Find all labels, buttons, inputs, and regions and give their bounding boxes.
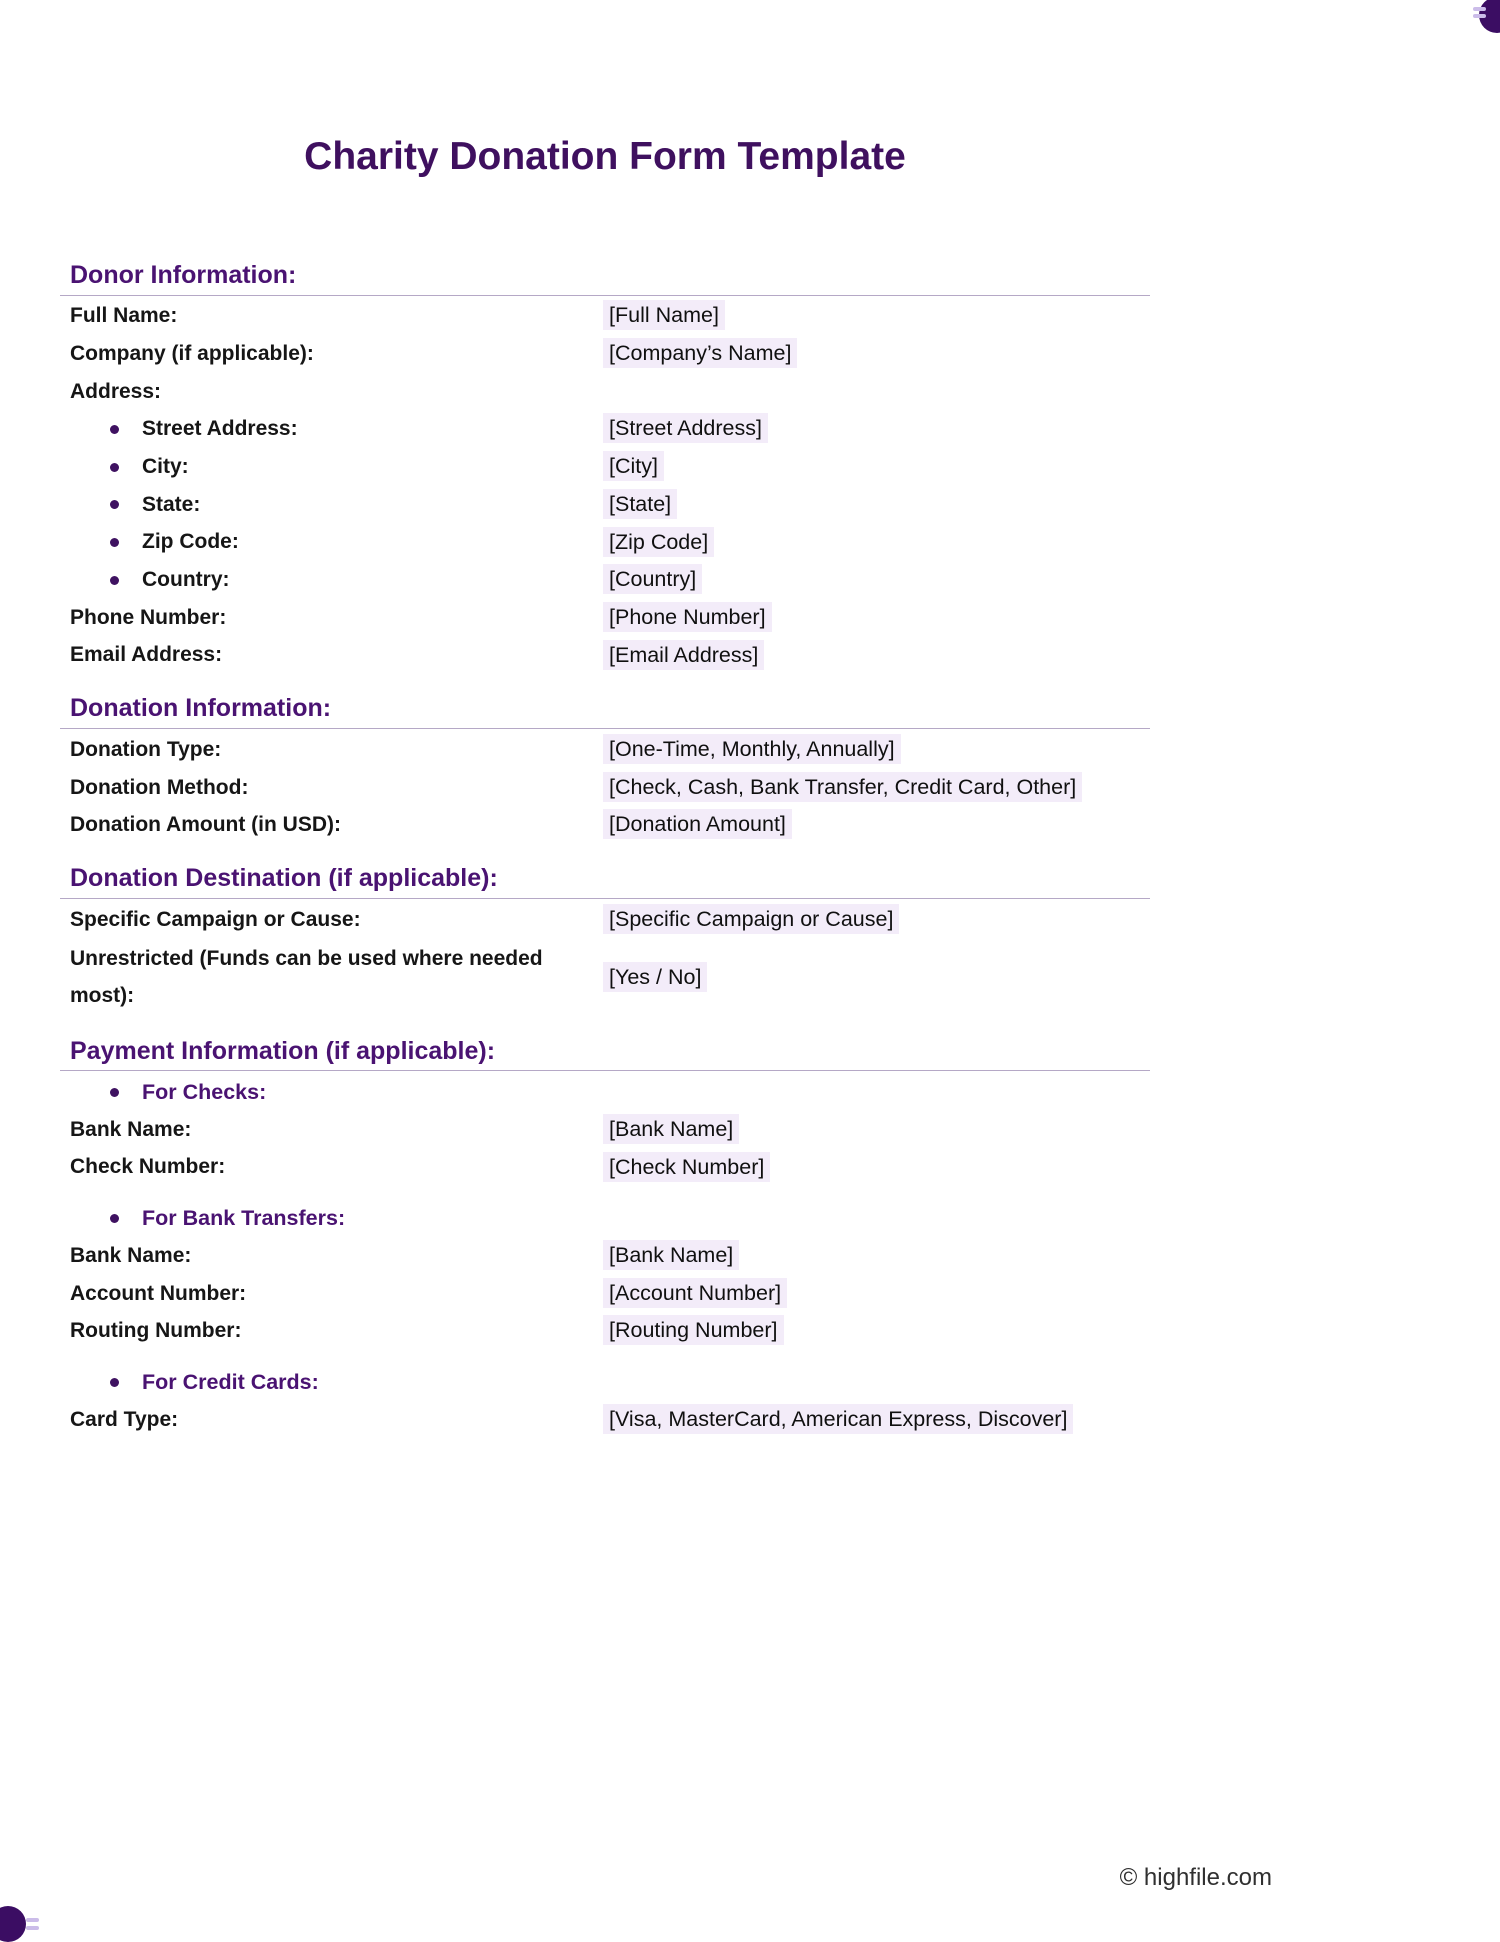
field-value-cell: [603, 1280, 1150, 1308]
bullet-icon: [110, 425, 119, 434]
bullet-subheading: [60, 1363, 1150, 1401]
bullet-icon: [110, 576, 119, 585]
field-value: [Full Name]: [603, 300, 725, 330]
field-value-cell: [603, 1154, 1150, 1182]
bullet-subheading: [60, 1199, 1150, 1237]
field-label-cell: [70, 415, 603, 443]
field-label-cell: [70, 941, 603, 1015]
section: [60, 261, 1150, 675]
section-heading: Donation Information:: [70, 694, 332, 723]
section-heading: Donor Information:: [70, 260, 297, 289]
field-row: [60, 1149, 1150, 1187]
bullet-icon: [110, 538, 119, 547]
field-value-cell: [603, 811, 1150, 839]
bullet-subheading: [60, 1073, 1150, 1111]
field-value-cell: [603, 453, 1150, 481]
brand-dot-icon: [0, 1906, 26, 1942]
section-rows: [60, 1073, 1150, 1438]
field-label-cell: [70, 1406, 603, 1434]
field-row: [60, 335, 1150, 373]
field-row: [60, 448, 1150, 486]
subheading-label: For Credit Cards:: [142, 1369, 319, 1394]
field-row: [60, 298, 1150, 336]
field-row: [60, 486, 1150, 524]
brand-dash-icon: [1473, 14, 1486, 18]
field-row: [60, 1275, 1150, 1313]
field-value-cell: [603, 340, 1150, 368]
field-value-cell: [603, 415, 1150, 443]
field-value: [Visa, MasterCard, American Express, Discover]: [603, 1404, 1073, 1434]
field-label: Phone Number:: [70, 605, 227, 629]
subheading-label: For Checks:: [142, 1079, 267, 1104]
field-value: [One-Time, Monthly, Annually]: [603, 734, 901, 764]
field-value: [Bank Name]: [603, 1114, 739, 1144]
field-value: [Donation Amount]: [603, 809, 792, 839]
field-label: Donation Amount (in USD):: [70, 813, 342, 837]
field-value-cell: [603, 1116, 1150, 1144]
section-divider: [60, 295, 1150, 296]
field-value: [Country]: [603, 564, 702, 594]
field-label: Unrestricted (Funds can be used where needed most):: [70, 946, 543, 1007]
bullet-icon: [110, 500, 119, 509]
field-value-cell: [603, 491, 1150, 519]
field-label-cell: [70, 378, 603, 406]
field-value-cell: [603, 566, 1150, 594]
field-label-cell: [70, 1116, 603, 1144]
field-row: [60, 1111, 1150, 1149]
field-value: [City]: [603, 451, 664, 481]
field-value-cell: [603, 302, 1150, 330]
field-value-cell: [603, 642, 1150, 670]
field-label: Bank Name:: [70, 1117, 192, 1141]
field-value-cell: [603, 1406, 1150, 1434]
field-value-cell: [603, 529, 1150, 557]
field-label: Card Type:: [70, 1407, 179, 1431]
field-row: [60, 524, 1150, 562]
brand-dash-icon: [26, 1926, 39, 1930]
field-label: Donation Method:: [70, 775, 249, 799]
field-label-cell: [70, 1242, 603, 1270]
section: [60, 1037, 1150, 1439]
section-heading: Payment Information (if applicable):: [70, 1036, 496, 1065]
field-row: [60, 561, 1150, 599]
field-label: Check Number:: [70, 1155, 226, 1179]
footer-copyright: © highfile.com: [1119, 1864, 1272, 1891]
field-label: Account Number:: [70, 1281, 247, 1305]
field-row: [60, 637, 1150, 675]
field-value: [Specific Campaign or Cause]: [603, 904, 899, 934]
field-value: [Company’s Name]: [603, 338, 797, 368]
field-row: [60, 807, 1150, 845]
field-label-cell: [70, 1280, 603, 1308]
field-label: Email Address:: [70, 643, 223, 667]
field-row: [60, 373, 1150, 411]
field-label: Specific Campaign or Cause:: [70, 907, 361, 931]
section-divider: [60, 728, 1150, 729]
section-heading: Donation Destination (if applicable):: [70, 864, 498, 893]
field-label: Donation Type:: [70, 737, 222, 761]
field-row: [60, 731, 1150, 769]
field-row: [60, 411, 1150, 449]
field-value-cell: [603, 774, 1150, 802]
field-label-cell: [70, 528, 603, 556]
bullet-icon: [110, 1088, 119, 1097]
field-label: Full Name:: [70, 304, 178, 328]
field-value: [Check, Cash, Bank Transfer, Credit Card, Other]: [603, 772, 1082, 802]
field-row: [60, 939, 1150, 1017]
subheading-label: For Bank Transfers:: [142, 1205, 346, 1230]
field-row: [60, 599, 1150, 637]
field-value-cell: [603, 1317, 1150, 1345]
field-value-cell: [603, 736, 1150, 764]
field-label-cell: [70, 906, 603, 934]
section-rows: [60, 298, 1150, 675]
field-value: [Yes / No]: [603, 962, 707, 992]
field-label: Routing Number:: [70, 1319, 242, 1343]
brand-mark-top-right: [1430, 0, 1500, 45]
field-value-cell: [603, 964, 1150, 992]
section: [60, 864, 1150, 1016]
field-label: Zip Code:: [142, 530, 239, 554]
field-value-cell: [603, 1242, 1150, 1270]
field-row: [60, 1313, 1150, 1351]
field-value: [Phone Number]: [603, 602, 772, 632]
field-label-cell: [70, 736, 603, 764]
field-label-cell: [70, 641, 603, 669]
field-label-cell: [70, 1317, 603, 1345]
field-value: [Zip Code]: [603, 527, 714, 557]
field-label-cell: [70, 491, 603, 519]
bullet-icon: [110, 1378, 119, 1387]
field-label-cell: [70, 604, 603, 632]
field-value: [Email Address]: [603, 640, 764, 670]
bullet-icon: [110, 1214, 119, 1223]
field-value: [Street Address]: [603, 413, 768, 443]
field-value-cell: [603, 906, 1150, 934]
brand-dash-icon: [26, 1918, 39, 1922]
field-value: [Account Number]: [603, 1278, 787, 1308]
field-value-cell: [603, 604, 1150, 632]
field-label: Address:: [70, 379, 162, 403]
section-divider: [60, 898, 1150, 899]
field-label-cell: [70, 302, 603, 330]
field-label: State:: [142, 492, 201, 516]
field-value: [Check Number]: [603, 1152, 770, 1182]
field-value: [Bank Name]: [603, 1240, 739, 1270]
section: [60, 694, 1150, 844]
form-body: [60, 0, 1150, 1439]
field-label-cell: [70, 453, 603, 481]
page-title: Charity Donation Form Template: [304, 135, 906, 178]
brand-mark-bottom-left: [0, 1891, 70, 1941]
section-divider: [60, 1070, 1150, 1071]
field-value: [Routing Number]: [603, 1315, 784, 1345]
field-label: Bank Name:: [70, 1243, 192, 1267]
field-label-cell: [70, 340, 603, 368]
field-label-cell: [70, 566, 603, 594]
field-row: [60, 901, 1150, 939]
field-row: [60, 1237, 1150, 1275]
section-rows: [60, 731, 1150, 844]
field-value: [State]: [603, 489, 677, 519]
field-label: Street Address:: [142, 417, 298, 441]
field-label: City:: [142, 454, 189, 478]
section-rows: [60, 901, 1150, 1017]
field-label-cell: [70, 774, 603, 802]
field-label-cell: [70, 811, 603, 839]
bullet-icon: [110, 463, 119, 472]
field-label: Country:: [142, 568, 230, 592]
field-row: [60, 1401, 1150, 1439]
field-row: [60, 769, 1150, 807]
field-label-cell: [70, 1153, 603, 1181]
field-label: Company (if applicable):: [70, 341, 314, 365]
brand-dash-icon: [1473, 7, 1486, 11]
